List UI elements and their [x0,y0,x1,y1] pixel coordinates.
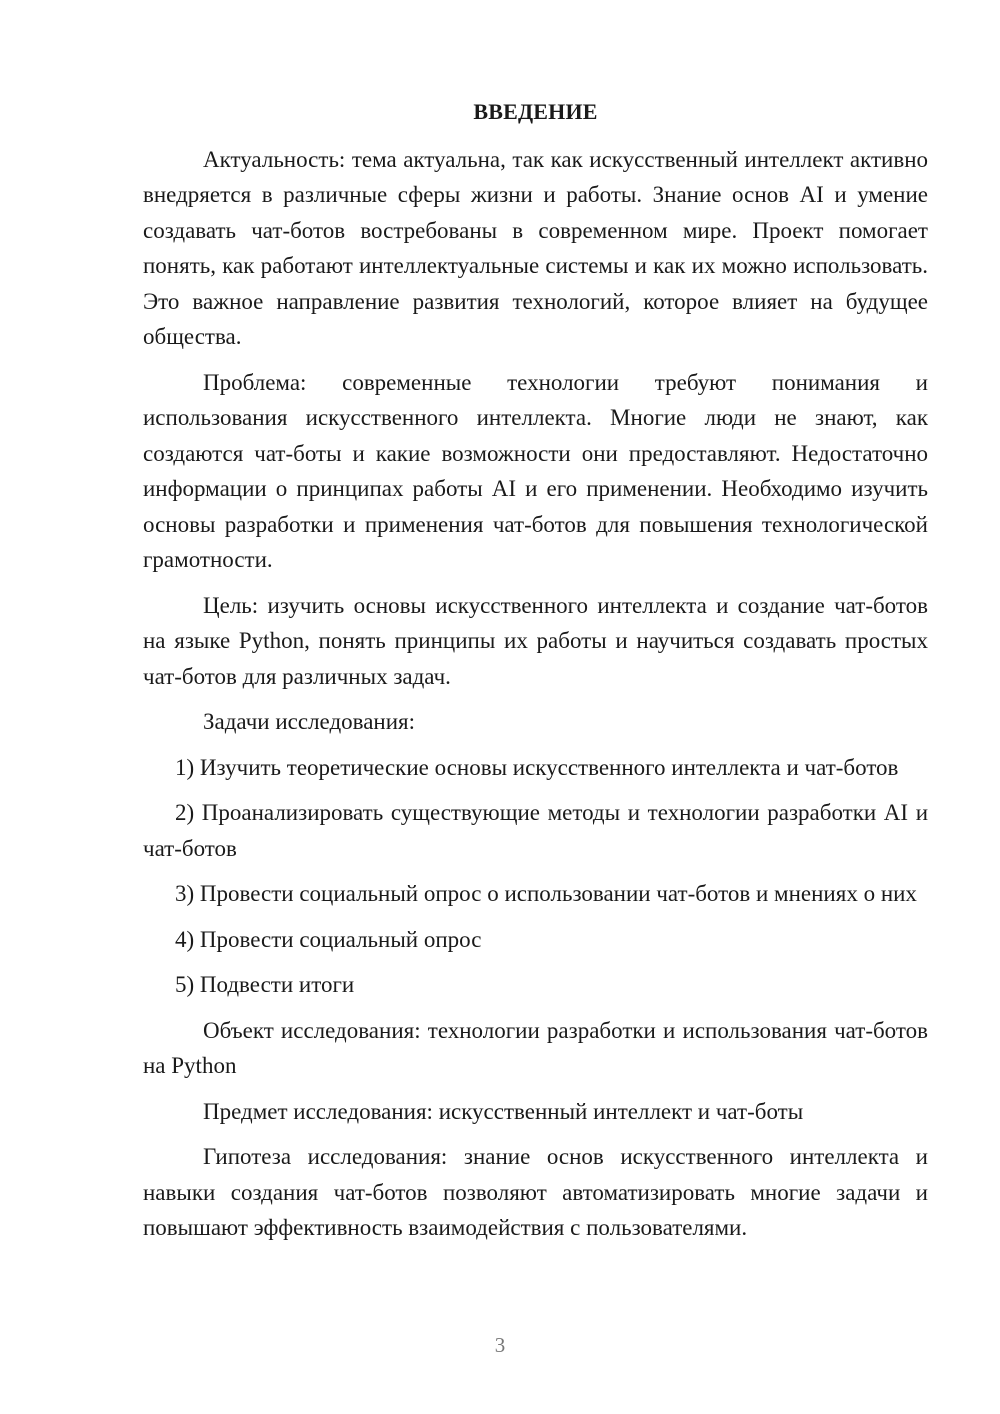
object-paragraph: Объект исследования: технологии разработки и использования чат-ботов на Python [143,1017,928,1078]
page-number: 3 [494,1333,506,1357]
tasks-list [143,750,928,1003]
goal-paragraph: Цель: изучить основы искусственного интеллекта и создание чат-ботов на языке Python, понять принципы их работы и научиться создавать простых чат-ботов для различных задач. [143,592,928,689]
section-title: ВВЕДЕНИЕ [473,99,598,124]
task-item-1: 1) Изучить теоретические основы искусственного интеллекта и чат-ботов [175,754,899,780]
task-item-3: 3) Провести социальный опрос о использовании чат-ботов и мнениях о них [175,881,917,906]
task-item-2: 2) Проанализировать существующие методы и технологии разработки AI и чат-ботов [143,800,928,861]
hypothesis-paragraph: Гипотеза исследования: знание основ искусственного интеллекта и навыки создания чат-ботов позволяют автоматизировать многие задачи и повышают эффективность взаимодействия с пользователями. [143,1144,928,1240]
subject-paragraph: Предмет исследования: искусственный интеллект и чат-боты [203,1098,804,1124]
task-item-5: 5) Подвести итоги [175,972,355,997]
tasks-heading: Задачи исследования: [203,709,416,734]
document-page [143,94,928,1256]
relevance-paragraph: Актуальность: тема актуальна, так как искусственный интеллект активно внедряется в различные сферы жизни и работы. Знание основ AI и умение создавать чат-ботов востребованы в современном мире. Проект помогает понять, как работают интеллектуальные системы и как их можно использовать. Это важное направление развития технологий, которое влияет на будущее общества. [143,146,928,349]
problem-paragraph: Проблема: современные технологии требуют понимания и использования искусственного интеллекта. Многие люди не знают, как создаются чат-боты и какие возможности они предоставляют. Недостаточно информации о принципах работы AI и его применении. Необходимо изучить основы разработки и применения чат-ботов для повышения технологической грамотности. [143,369,928,572]
task-item-4: 4) Провести социальный опрос [175,926,482,952]
